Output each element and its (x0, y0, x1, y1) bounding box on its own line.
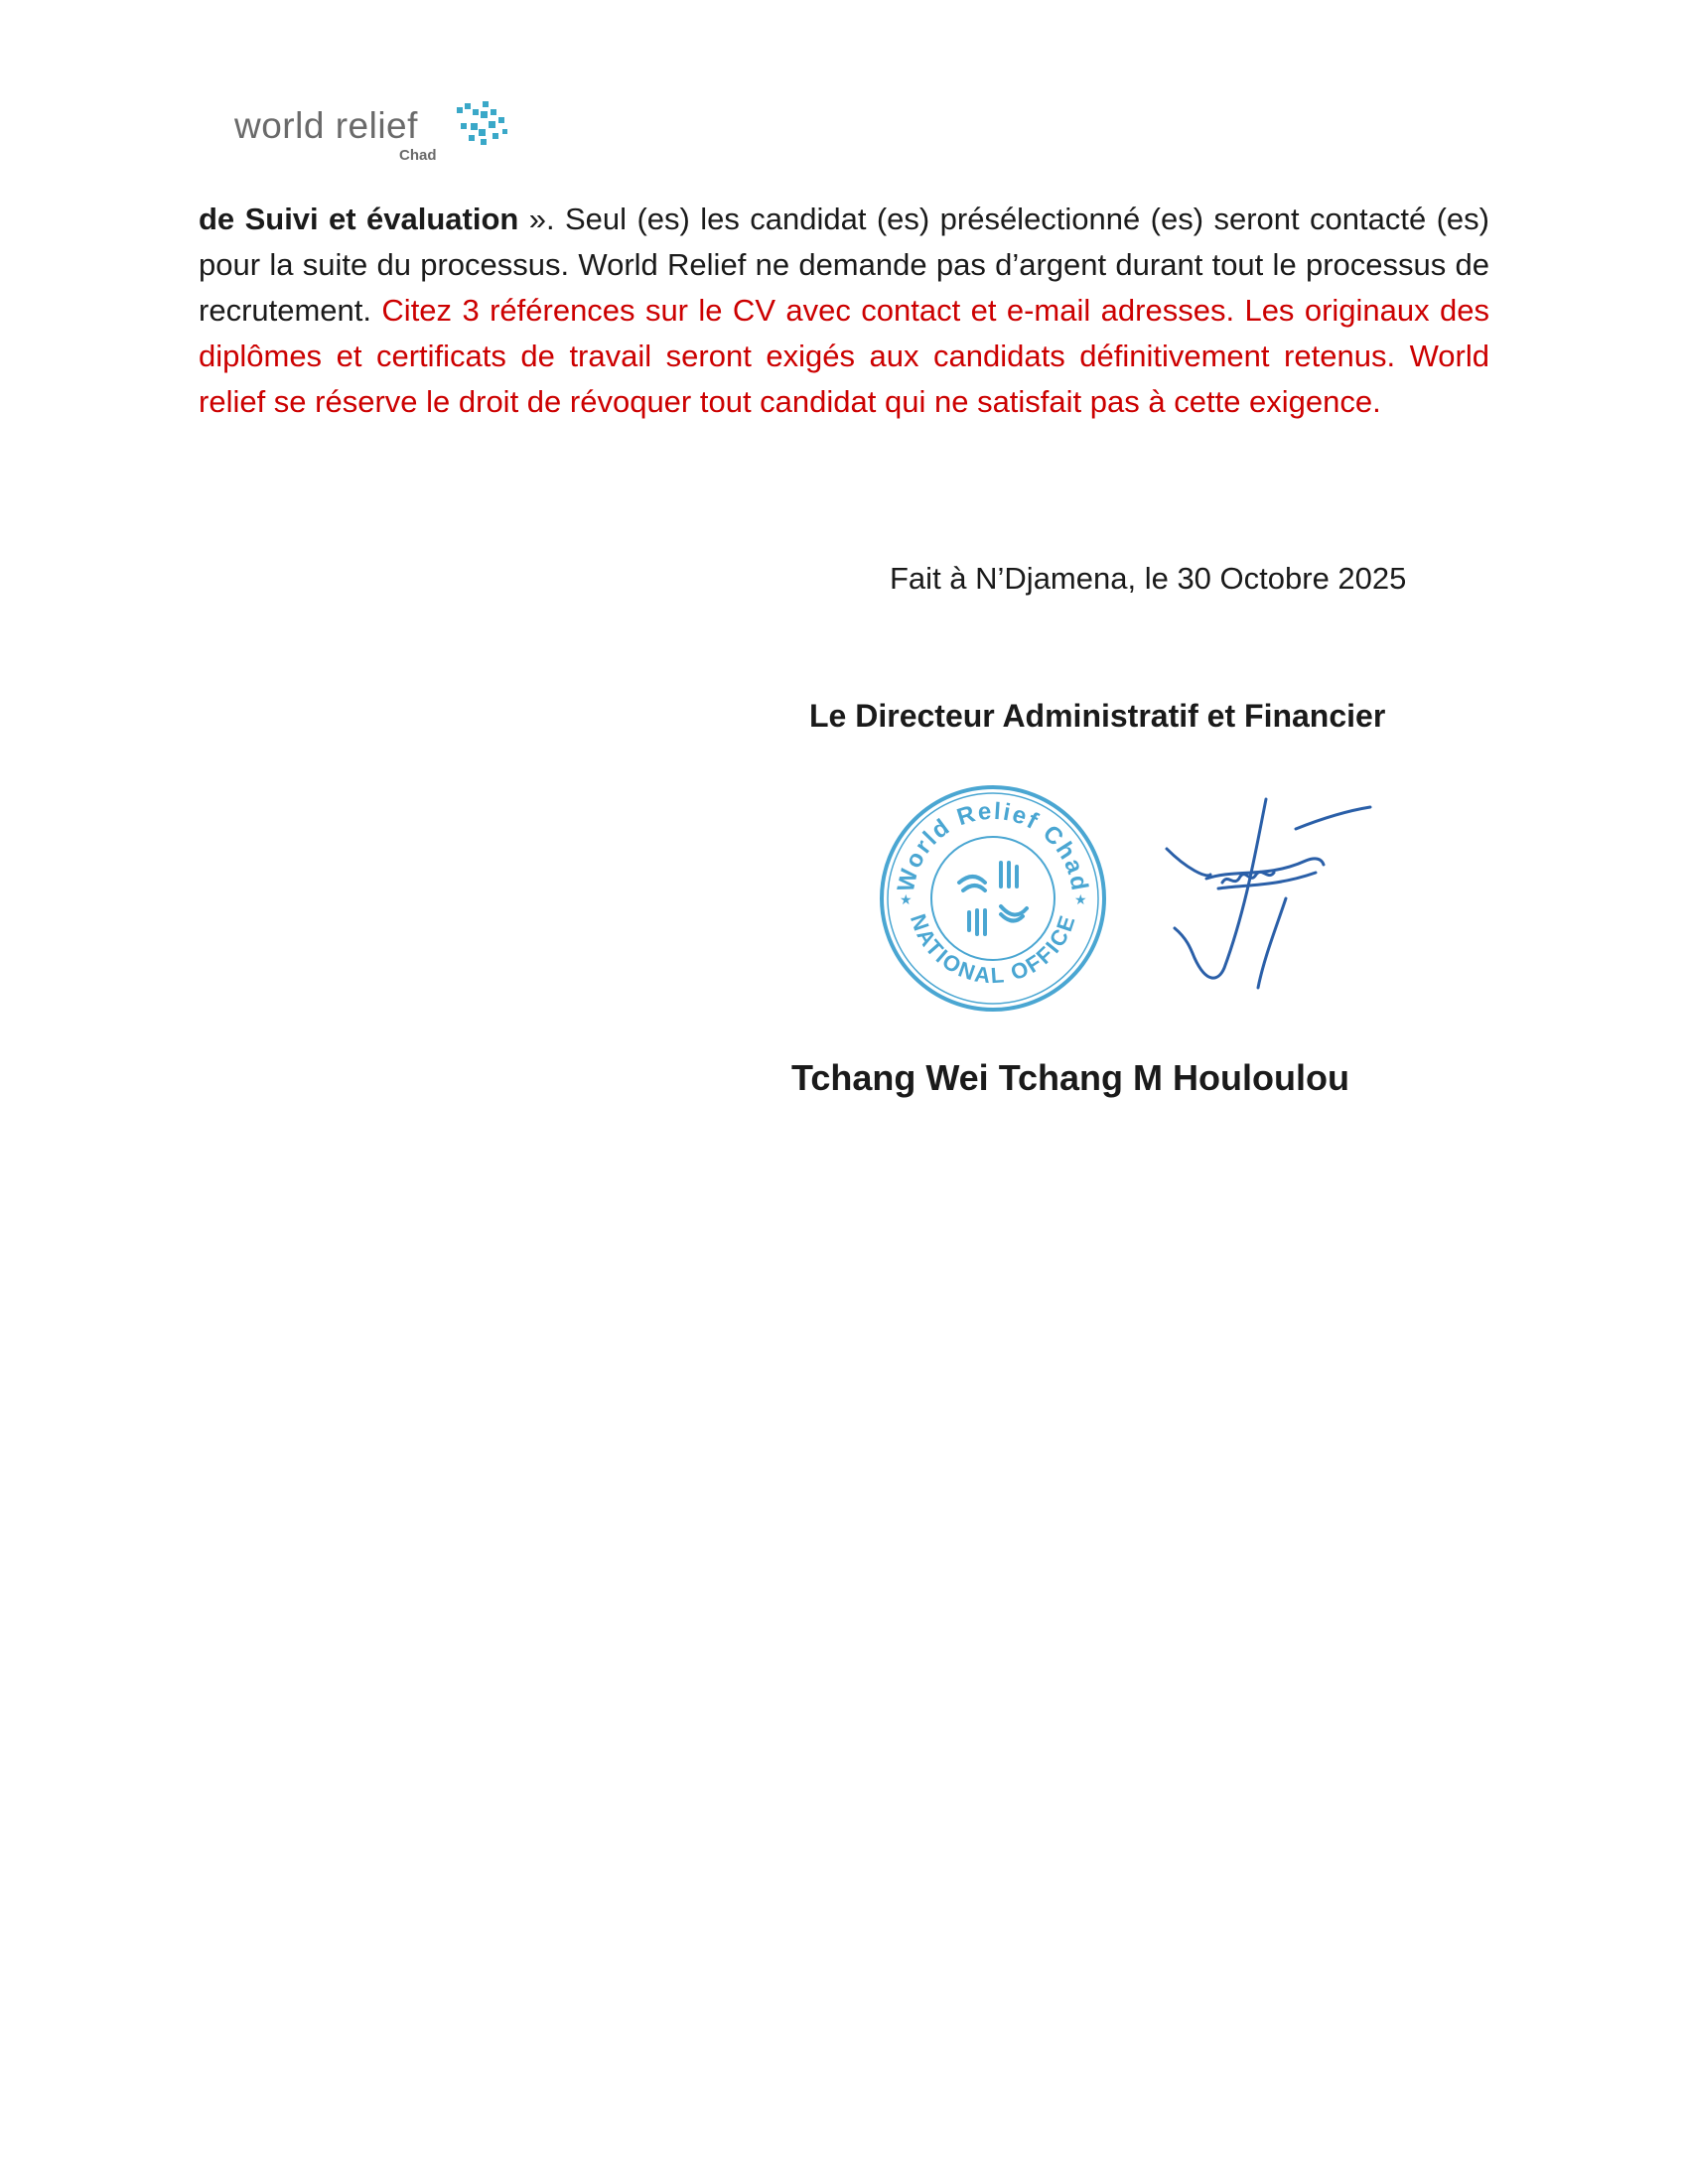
bold-lead-text: de Suivi et évaluation (199, 202, 519, 236)
world-relief-logo (234, 99, 522, 167)
logo-country: Chad (399, 147, 437, 164)
place-and-date: Fait à N’Djamena, le 30 Octobre 2025 (890, 561, 1407, 596)
svg-text:★: ★ (1074, 891, 1087, 907)
body-normal-text: ». Seul (es) les candidat (es) présélectionné (es) seront contacté (es) pour la suite du processus. World Relief ne demande pas d’argent durant tout le processus de recrutement. (199, 202, 1489, 328)
svg-text:★: ★ (900, 891, 913, 907)
signatory-title: Le Directeur Administratif et Financier (809, 698, 1386, 734)
svg-text:NATIONAL OFFICE (906, 911, 1080, 989)
body-red-text: Citez 3 références sur le CV avec contact et e-mail adresses. Les originaux des diplômes et certificats de travail seront exigés aux candidats définitivement retenus. World relief se réserve le droit de révoquer tout candidat qui ne satisfait pas à cette exigence. (199, 293, 1490, 419)
logo-wordmark: world relief (234, 105, 418, 146)
stamp-top-text: World Relief Chad (892, 797, 1093, 894)
world-relief-mark-icon (453, 99, 512, 151)
stamp-bottom-text: NATIONAL OFFICE (905, 910, 1081, 989)
signatory-name: Tchang Wei Tchang M Houloulou (791, 1057, 1349, 1098)
stamp-seal-icon (874, 779, 1112, 1018)
handwritten-signature (1147, 789, 1375, 998)
body-paragraph (199, 197, 1489, 425)
